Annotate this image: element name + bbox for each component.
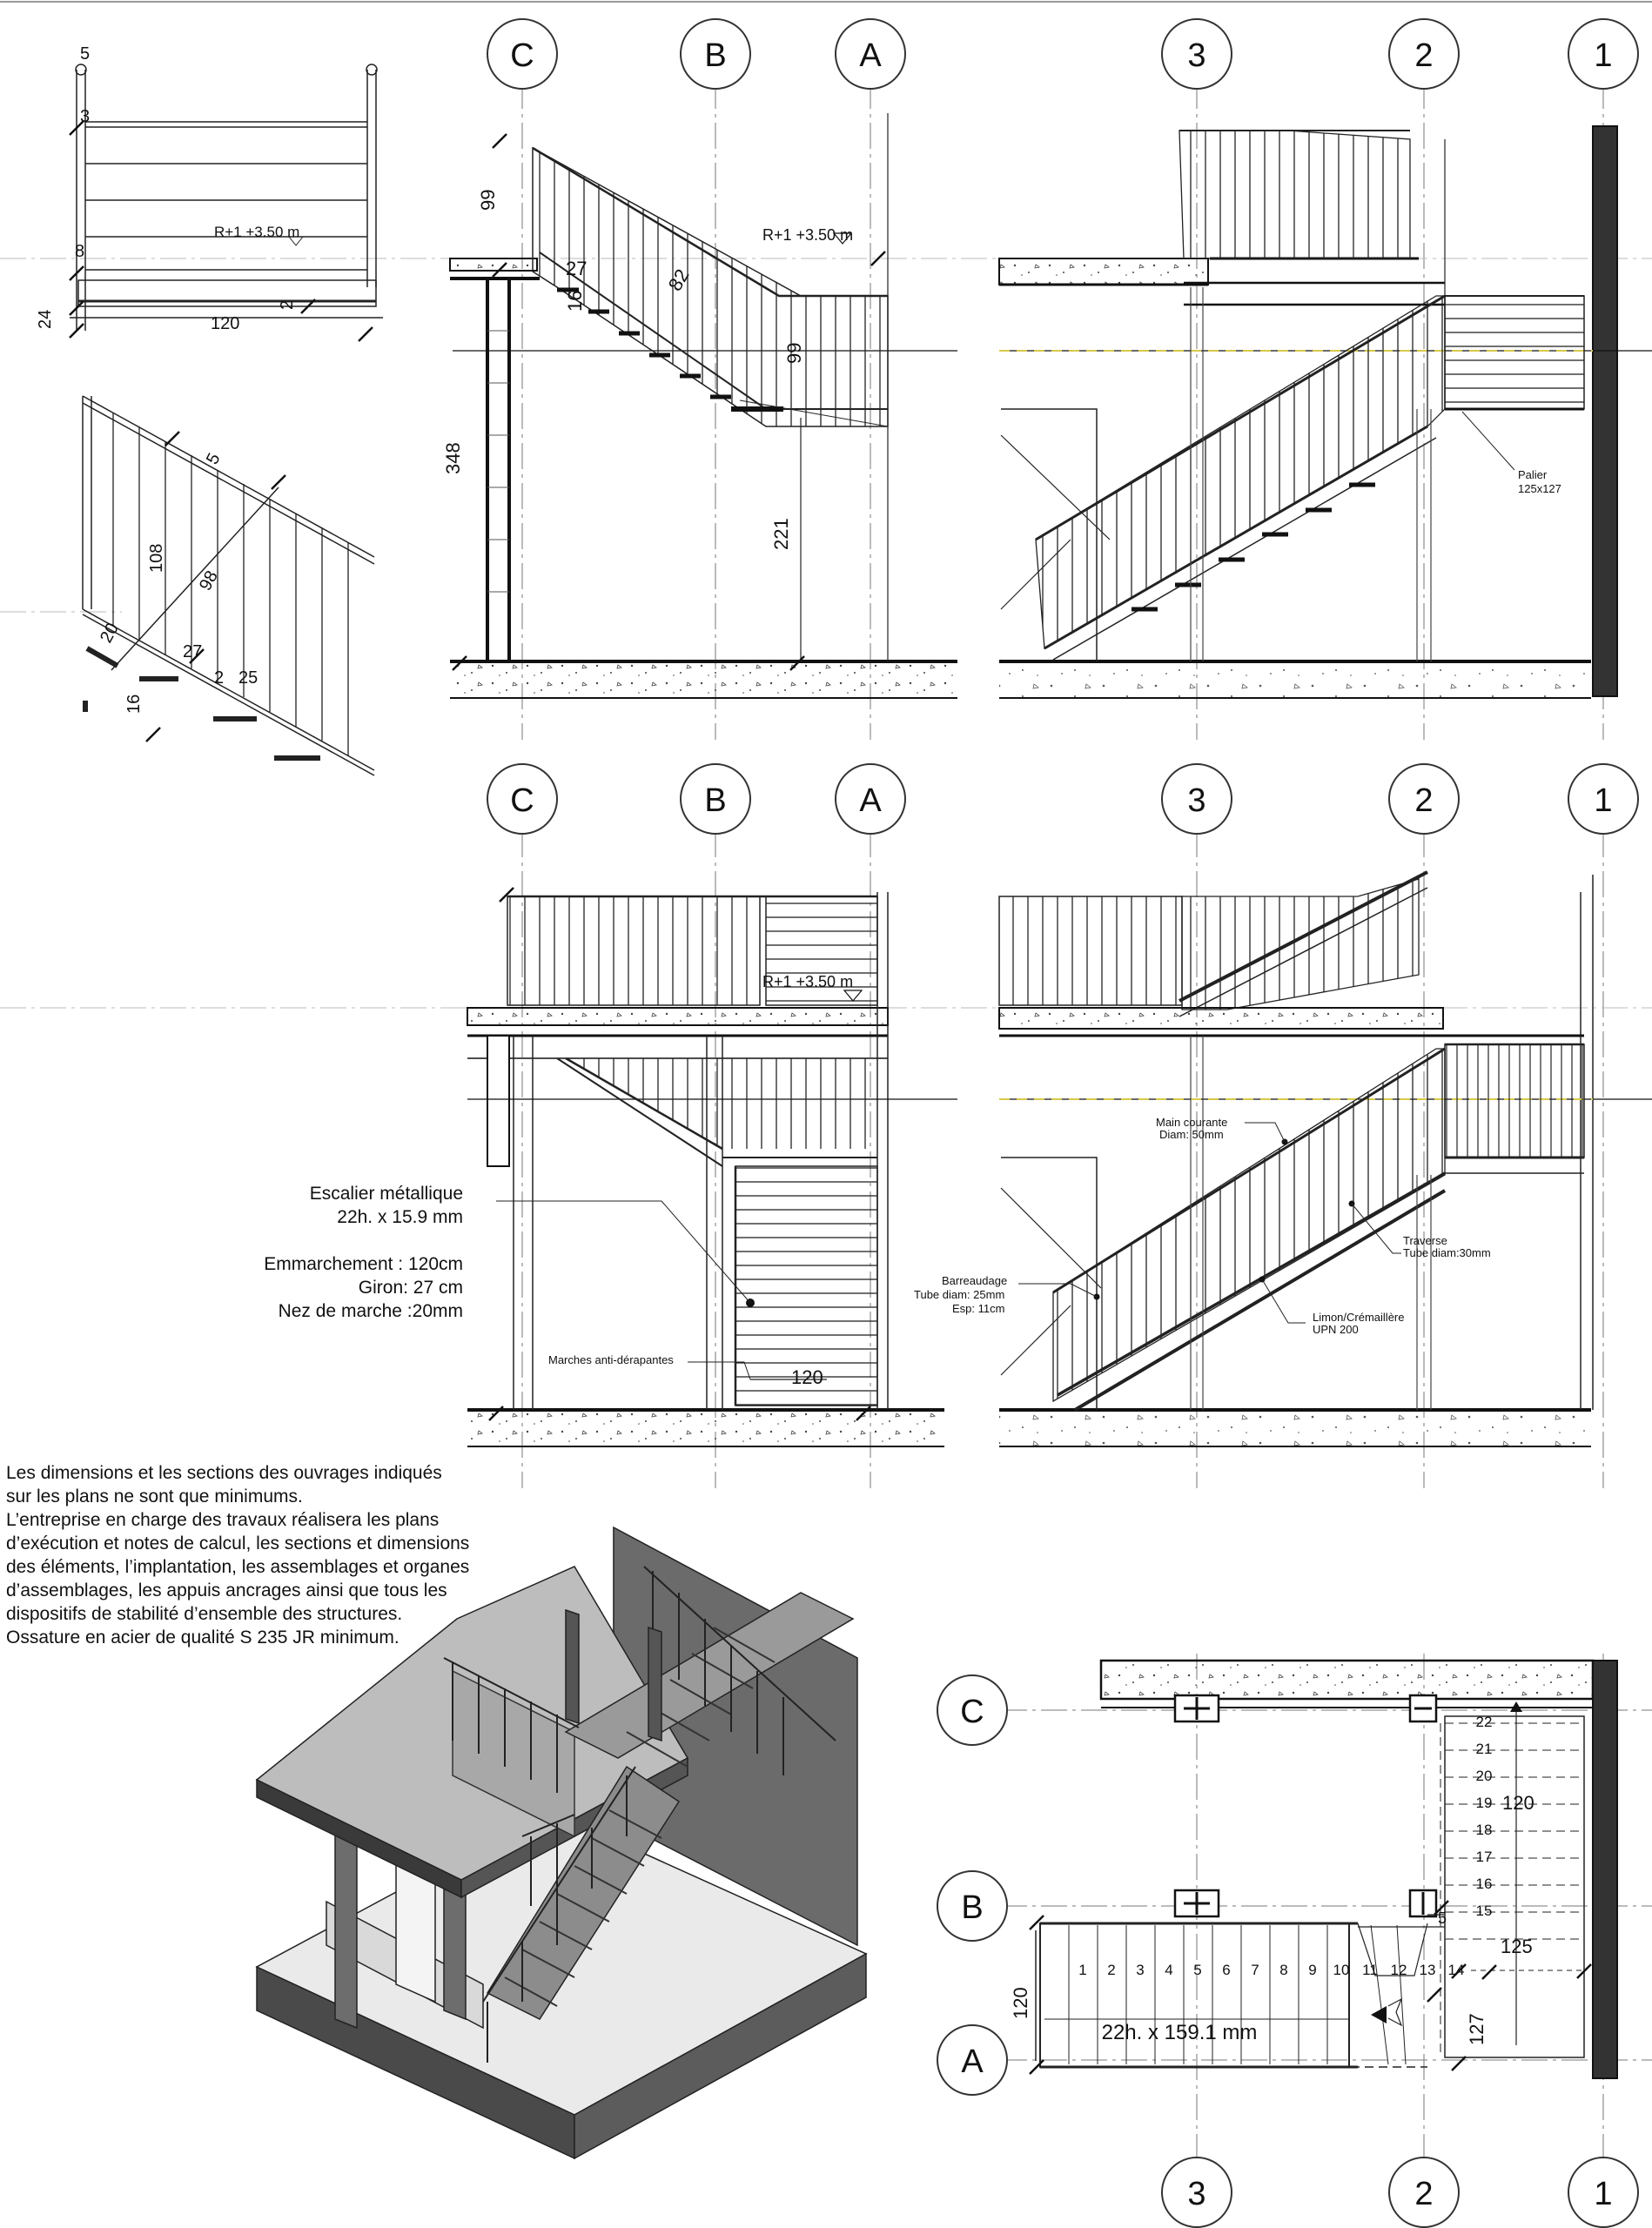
step-15: 15 <box>1475 1903 1493 1919</box>
dim-5-side: 5 <box>202 450 225 468</box>
dimensions-detail-2 <box>97 450 258 714</box>
dim-82: 82 <box>663 265 694 295</box>
dim-20: 20 <box>96 620 123 647</box>
dim-125: 125 <box>1501 1936 1533 1957</box>
grid-label-b-top: B <box>704 37 727 74</box>
dim-127: 127 <box>1466 2013 1487 2045</box>
marches-label: Marches anti-dérapantes <box>548 1353 674 1366</box>
section-cba-top <box>450 113 957 698</box>
step-18: 18 <box>1475 1822 1493 1838</box>
palier-label: Palier <box>1518 468 1548 481</box>
step-14: 14 <box>1447 1962 1465 1978</box>
dim-98: 98 <box>195 567 222 594</box>
note-line: sur les plans ne sont que minimums. <box>6 1486 303 1507</box>
dim-16-side: 16 <box>124 694 144 714</box>
plan-step-numbers <box>1078 1714 1492 1978</box>
step-22: 22 <box>1475 1714 1493 1730</box>
note-line: Ossature en acier de qualité S 235 JR minimum. <box>6 1627 400 1648</box>
traverse-label: Traverse <box>1403 1234 1447 1247</box>
barreaudage-spacing: Esp: 11cm <box>952 1302 1005 1315</box>
dim-108: 108 <box>147 543 166 573</box>
section-321-mid <box>999 872 1652 1446</box>
plan-dimensions <box>1010 1792 1534 2045</box>
dim-27: 27 <box>566 258 588 279</box>
note-line: d’exécution et notes de calcul, les sections et dimensions <box>6 1533 470 1554</box>
grid-label-c-top: C <box>510 37 534 74</box>
dim-8: 8 <box>75 242 85 261</box>
dim-99-right: 99 <box>783 342 805 364</box>
spec-nosing: Nez de marche :20mm <box>278 1301 463 1321</box>
grid-label-2-bottom: 2 <box>1414 2176 1434 2212</box>
grid-label-a-plan: A <box>961 2043 984 2080</box>
grid-label-1-bottom: 1 <box>1594 2176 1613 2212</box>
limon-label: Limon/Crémaillère <box>1313 1311 1405 1324</box>
spec-going: Giron: 27 cm <box>358 1278 463 1298</box>
dim-2-side: 2 <box>214 668 225 688</box>
step-9: 9 <box>1308 1962 1317 1978</box>
grid-label-1-top: 1 <box>1594 37 1613 74</box>
note-line: d’assemblages, les appuis ancrages ainsi que tous les <box>6 1580 447 1601</box>
grid-label-1-mid: 1 <box>1594 782 1613 819</box>
step-4: 4 <box>1165 1962 1173 1978</box>
step-13: 13 <box>1419 1962 1436 1978</box>
level-marker-section-1: R+1 +3.50 m <box>762 226 854 244</box>
dim-5: 5 <box>80 44 91 64</box>
step-7: 7 <box>1251 1962 1259 1978</box>
grid-label-a-mid: A <box>859 782 882 819</box>
spec-title: Escalier métallique <box>309 1184 463 1204</box>
step-16: 16 <box>1475 1876 1493 1892</box>
level-marker-detail: R+1 +3.50 m <box>214 224 300 240</box>
step-1: 1 <box>1078 1962 1087 1978</box>
step-20: 20 <box>1475 1768 1493 1784</box>
note-line: L’entreprise en charge des travaux réalisera les plans <box>6 1510 440 1530</box>
general-notes <box>6 1461 546 1649</box>
step-10: 10 <box>1333 1962 1350 1978</box>
grid-label-c-plan: C <box>960 1694 984 1730</box>
dim-120-plan: 120 <box>1010 1987 1031 2019</box>
grid-label-2-top: 2 <box>1414 37 1434 74</box>
note-line: dispositifs de stabilité d’ensemble des structures. <box>6 1604 403 1624</box>
dim-27-side: 27 <box>183 642 203 661</box>
dim-5-plan: 5 <box>1438 1909 1447 1927</box>
grid-label-3-bottom: 3 <box>1187 2176 1206 2212</box>
spec-risers: 22h. x 15.9 mm <box>337 1207 463 1227</box>
step-21: 21 <box>1475 1741 1493 1757</box>
grid-label-c-mid: C <box>510 782 534 819</box>
stair-spec-block <box>264 1182 463 1323</box>
dim-25: 25 <box>238 668 259 688</box>
dim-3: 3 <box>80 107 91 126</box>
dim-16: 16 <box>564 290 586 312</box>
limon-size: UPN 200 <box>1313 1323 1359 1336</box>
barreaudage-label: Barreaudage <box>942 1274 1008 1287</box>
palier-size: 125x127 <box>1518 482 1561 495</box>
step-12: 12 <box>1390 1962 1407 1978</box>
grid-label-a-top: A <box>859 37 882 74</box>
step-19: 19 <box>1475 1795 1493 1811</box>
grid-label-3-mid: 3 <box>1187 782 1206 819</box>
grid-label-b-plan: B <box>961 1889 984 1926</box>
barreaudage-size: Tube diam: 25mm <box>914 1288 1005 1301</box>
main-courante-size: Diam: 50mm <box>1159 1128 1224 1141</box>
dim-120-front: 120 <box>211 314 240 333</box>
step-8: 8 <box>1279 1962 1288 1978</box>
step-6: 6 <box>1222 1962 1231 1978</box>
dim-120-treads: 120 <box>791 1366 823 1388</box>
main-courante-label: Main courante <box>1156 1116 1228 1129</box>
dim-120-plan-landing: 120 <box>1502 1792 1534 1814</box>
spec-width: Emmarchement : 120cm <box>264 1254 463 1274</box>
plan-view <box>1030 1661 1617 2078</box>
dim-99-left: 99 <box>477 189 499 211</box>
section-cba-mid <box>467 888 957 1446</box>
section-321-top <box>999 126 1652 698</box>
grid-label-3-top: 3 <box>1187 37 1206 74</box>
stair-label-plan: 22h. x 159.1 mm <box>1101 2021 1258 2044</box>
palier-annotation <box>1518 468 1561 495</box>
step-3: 3 <box>1136 1962 1145 1978</box>
railing-front-detail <box>70 64 383 331</box>
grid-label-b-mid: B <box>704 782 727 819</box>
note-line: Les dimensions et les sections des ouvrages indiqués <box>6 1463 442 1483</box>
note-line: des éléments, l’implantation, les assemblages et organes <box>6 1557 470 1577</box>
step-5: 5 <box>1193 1962 1202 1978</box>
step-11: 11 <box>1362 1962 1378 1978</box>
dim-24: 24 <box>36 309 55 329</box>
railing-side-detail <box>83 396 374 775</box>
dim-221: 221 <box>770 518 792 550</box>
traverse-size: Tube diam:30mm <box>1403 1246 1491 1259</box>
level-marker-section-3: R+1 +3.50 m <box>762 973 854 990</box>
grid-label-2-mid: 2 <box>1414 782 1434 819</box>
dimensions-detail-1 <box>36 44 299 333</box>
step-2: 2 <box>1107 1962 1116 1978</box>
step-17: 17 <box>1475 1849 1493 1865</box>
dim-348: 348 <box>442 442 464 474</box>
dim-2: 2 <box>278 299 297 310</box>
